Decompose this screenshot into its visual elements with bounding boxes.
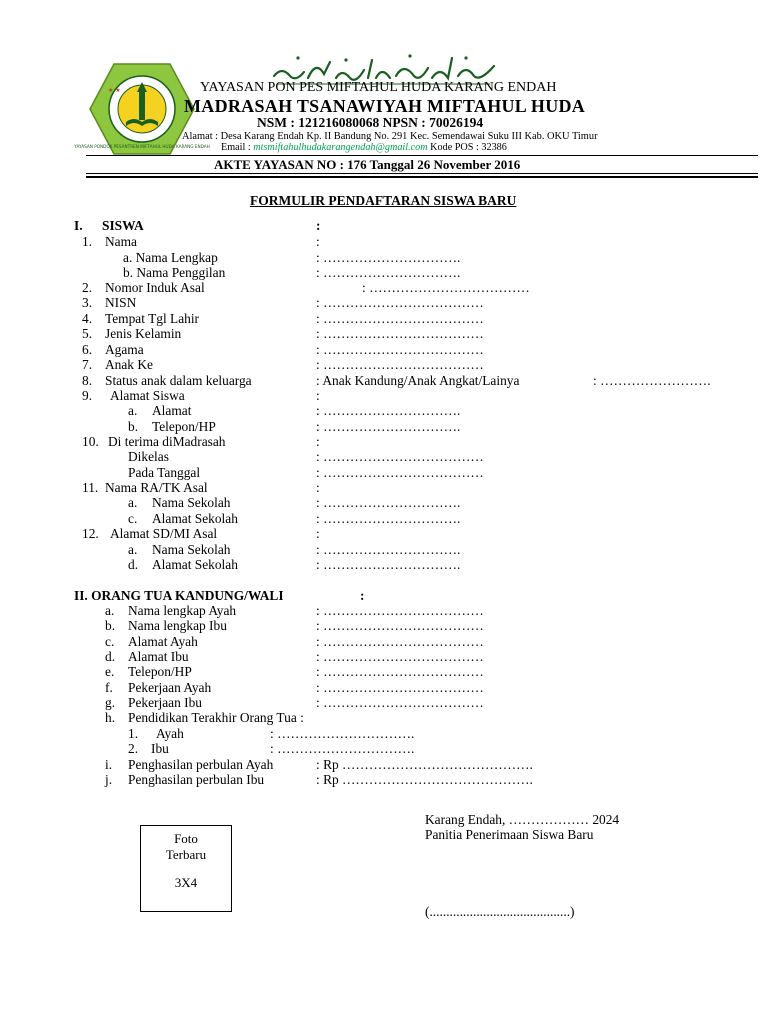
field-label: Alamat Siswa: [110, 388, 185, 403]
field-label: Nomor Induk Asal: [105, 280, 205, 295]
field-row: [0, 649, 768, 665]
field-blank[interactable]: : ………………………….: [270, 741, 415, 756]
item-letter: g.: [105, 695, 116, 710]
income-field[interactable]: : Rp …………………………………….: [316, 772, 533, 787]
field-label: Telepon/HP: [128, 664, 192, 679]
item-letter: h.: [105, 710, 116, 725]
field-row: [0, 634, 768, 650]
section-number: I.: [74, 218, 83, 233]
field-label: a. Nama Lengkap: [123, 250, 218, 265]
email-link[interactable]: mtsmiftahulhudakarangendah@gmail.com: [253, 142, 428, 153]
field-label: Nama: [105, 234, 137, 249]
field-row: [0, 480, 768, 496]
field-row: [0, 542, 768, 558]
item-letter: b.: [128, 419, 139, 434]
field-label: Jenis Kelamin: [105, 326, 182, 341]
field-label: Nama lengkap Ayah: [128, 603, 237, 618]
field-label: Nama Sekolah: [152, 542, 231, 557]
item-letter: d.: [128, 557, 139, 572]
field-row: [0, 326, 768, 342]
field-blank[interactable]: : ………………………….: [316, 557, 461, 572]
item-number: 9.: [82, 388, 93, 403]
field-row: [0, 664, 768, 680]
field-blank[interactable]: : …………………….: [593, 373, 711, 388]
section-title: SISWA: [102, 218, 144, 233]
field-label: Pekerjaan Ayah: [128, 680, 212, 695]
field-blank[interactable]: : ………………………….: [270, 726, 415, 741]
field-label: Nama RA/TK Asal: [105, 480, 208, 495]
section-colon: :: [360, 588, 365, 603]
postal-code: Kode POS : 32386: [427, 142, 507, 153]
place-date: Karang Endah, ……………… 2024: [425, 812, 620, 827]
school-contact: [221, 142, 507, 153]
field-row: [0, 741, 768, 757]
field-row: [0, 373, 768, 389]
field-blank[interactable]: : ………………………….: [316, 511, 461, 526]
field-label: Ayah: [156, 726, 184, 741]
item-letter: a.: [105, 603, 115, 618]
item-number: 5.: [82, 326, 93, 341]
yayasan-name: YAYASAN PON PES MIFTAHUL HUDA KARANG ENDAH: [200, 80, 557, 95]
field-label: NISN: [105, 295, 137, 310]
item-number: 2.: [128, 741, 139, 756]
field-blank[interactable]: : ………………………………: [316, 603, 484, 618]
item-letter: a.: [128, 495, 138, 510]
field-blank[interactable]: : ………………………………: [362, 280, 530, 295]
item-number: 10.: [82, 434, 99, 449]
status-options[interactable]: : Anak Kandung/Anak Angkat/Lainya: [316, 373, 520, 388]
item-letter: d.: [105, 649, 116, 664]
field-label: Alamat Ayah: [128, 634, 198, 649]
field-row: [0, 695, 768, 711]
field-row: [0, 280, 768, 296]
field-label: Alamat Ibu: [128, 649, 189, 664]
field-row: [0, 311, 768, 327]
item-number: 1.: [128, 726, 139, 741]
field-blank[interactable]: : ………………………………: [316, 695, 484, 710]
field-row: [0, 526, 768, 542]
item-number: 11.: [82, 480, 99, 495]
field-blank[interactable]: : ………………………….: [316, 542, 461, 557]
field-row: [0, 434, 768, 450]
field-blank[interactable]: : ………………………………: [316, 634, 484, 649]
field-blank[interactable]: : ………………………………: [316, 618, 484, 633]
field-label: Alamat Sekolah: [152, 511, 238, 526]
field-row: [0, 680, 768, 696]
field-blank[interactable]: : ………………………….: [316, 265, 461, 280]
field-row: [0, 603, 768, 619]
photo-label: Terbaru: [165, 847, 207, 862]
field-blank[interactable]: : ………………………….: [316, 495, 461, 510]
form-title: FORMULIR PENDAFTARAN SISWA BARU: [250, 193, 517, 208]
email-label: Email :: [221, 142, 254, 153]
field-row: [0, 419, 768, 435]
nsm-npsn: NSM : 121216080068 NPSN : 70026194: [257, 115, 484, 130]
item-number: 2.: [82, 280, 93, 295]
school-logo: [74, 60, 210, 158]
field-blank[interactable]: :: [316, 234, 320, 249]
field-label: Status anak dalam keluarga: [105, 373, 252, 388]
item-letter: c.: [105, 634, 115, 649]
field-blank[interactable]: : ………………………………: [316, 295, 484, 310]
item-letter: j.: [105, 772, 113, 787]
field-label: Nama lengkap Ibu: [128, 618, 227, 633]
field-label: Pekerjaan Ibu: [128, 695, 202, 710]
field-row: [0, 772, 768, 788]
field-row: [0, 388, 768, 404]
committee-title: Panitia Penerimaan Siswa Baru: [425, 827, 594, 842]
field-label: Telepon/HP: [152, 419, 216, 434]
item-letter: c.: [128, 511, 138, 526]
field-row: [0, 250, 768, 266]
field-blank[interactable]: : ………………………………: [316, 680, 484, 695]
field-label: Ibu: [151, 741, 169, 756]
field-blank[interactable]: : ………………………….: [316, 403, 461, 418]
field-label: Pendidikan Terakhir Orang Tua :: [128, 710, 304, 725]
field-row: [0, 511, 768, 527]
field-row: [0, 234, 768, 250]
item-number: 4.: [82, 311, 93, 326]
header-divider: [86, 155, 758, 156]
field-row: [0, 557, 768, 573]
section-1-heading: [0, 218, 768, 234]
field-row: [0, 710, 768, 726]
madrasah-name: MADRASAH TSANAWIYAH MIFTAHUL HUDA: [184, 96, 586, 116]
field-row: [0, 295, 768, 311]
field-blank[interactable]: :: [316, 434, 320, 449]
logo-stars: ★ ★: [108, 87, 121, 94]
field-label: Nama Sekolah: [152, 495, 231, 510]
field-blank[interactable]: : ………………………….: [316, 419, 461, 434]
field-row: [0, 449, 768, 465]
item-number: 12.: [82, 526, 99, 541]
field-blank[interactable]: : ………………………………: [316, 357, 484, 372]
item-letter: e.: [105, 664, 115, 679]
item-letter: f.: [105, 680, 113, 695]
item-number: 7.: [82, 357, 93, 372]
field-row: [0, 495, 768, 511]
field-label: Tempat Tgl Lahir: [105, 311, 200, 326]
field-label: b. Nama Penggilan: [123, 265, 226, 280]
field-blank[interactable]: :: [316, 388, 320, 403]
header-divider-thick: [86, 176, 758, 178]
item-number: 3.: [82, 295, 93, 310]
field-label: Dikelas: [128, 449, 169, 464]
signature-name-blank[interactable]: (..........................................): [425, 904, 575, 919]
item-number: 1.: [82, 234, 93, 249]
field-label: Di terima diMadrasah: [108, 434, 226, 449]
field-label: Penghasilan perbulan Ayah: [128, 757, 274, 772]
photo-box[interactable]: [140, 825, 232, 912]
field-label: Pada Tanggal: [128, 465, 201, 480]
field-blank[interactable]: :: [316, 480, 320, 495]
logo-caption: YAYASAN PONDOK PESANTREN MIFTAHUL HUDA KARANG ENDAH: [74, 144, 210, 149]
akte-yayasan: AKTE YAYASAN NO : 176 Tanggal 26 November 2016: [214, 157, 521, 172]
field-label: Penghasilan perbulan Ibu: [128, 772, 265, 787]
field-row: [0, 342, 768, 358]
field-row: [0, 465, 768, 481]
field-blank[interactable]: : ………………………………: [316, 664, 484, 679]
field-label: Anak Ke: [105, 357, 153, 372]
section-colon: :: [316, 218, 321, 233]
field-blank[interactable]: : ………………………………: [316, 342, 484, 357]
section-2-heading: [0, 588, 768, 604]
field-blank[interactable]: : ………………………….: [316, 250, 461, 265]
section-title: II. ORANG TUA KANDUNG/WALI: [74, 588, 284, 603]
field-label: Alamat Sekolah: [152, 557, 238, 572]
income-field[interactable]: : Rp …………………………………….: [316, 757, 533, 772]
photo-size: 3X4: [174, 875, 198, 890]
field-blank[interactable]: : ………………………………: [316, 311, 484, 326]
header-divider-thin: [86, 173, 758, 174]
photo-label: Foto: [174, 831, 198, 846]
field-blank[interactable]: : ………………………………: [316, 649, 484, 664]
item-number: 8.: [82, 373, 93, 388]
field-row: [0, 757, 768, 773]
field-label: Agama: [105, 342, 144, 357]
item-letter: i.: [105, 757, 113, 772]
field-blank[interactable]: : ………………………………: [316, 465, 484, 480]
field-blank[interactable]: : ………………………………: [316, 449, 484, 464]
field-blank[interactable]: : ………………………………: [316, 326, 484, 341]
field-blank[interactable]: :: [316, 526, 320, 541]
item-number: 6.: [82, 342, 93, 357]
field-row: [0, 403, 768, 419]
field-label: Alamat: [152, 403, 192, 418]
item-letter: a.: [128, 403, 138, 418]
item-letter: b.: [105, 618, 116, 633]
school-address: Alamat : Desa Karang Endah Kp. II Bandung No. 291 Kec. Semendawai Suku III Kab. OKU Timur: [182, 131, 598, 142]
field-row: [0, 265, 768, 281]
field-row: [0, 726, 768, 742]
field-row: [0, 618, 768, 634]
field-label: Alamat SD/MI Asal: [110, 526, 218, 541]
field-row: [0, 357, 768, 373]
item-letter: a.: [128, 542, 138, 557]
